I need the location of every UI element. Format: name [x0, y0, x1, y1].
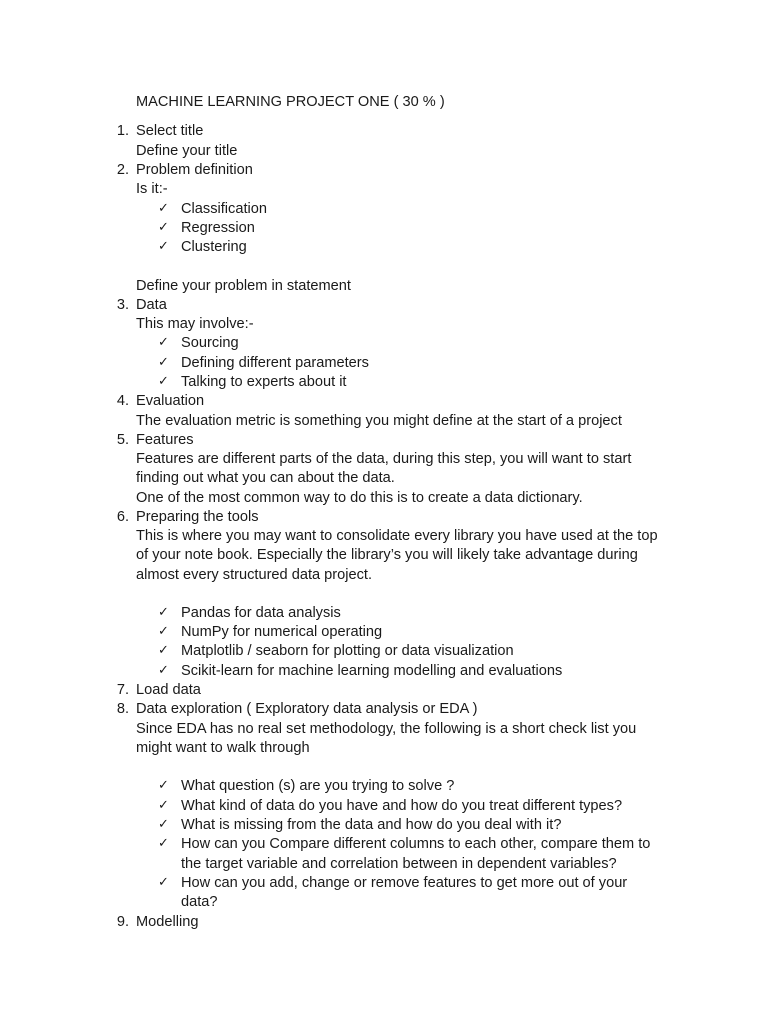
bullet-text: Defining different parameters — [181, 355, 369, 371]
paragraph-text: Features are different parts of the data, during this step, you will want to start — [136, 451, 632, 467]
checkmark-icon: ✓ — [158, 220, 169, 235]
paragraph-text: This is where you may want to consolidate every library you have used at the top — [136, 528, 658, 544]
section-heading: Preparing the tools — [136, 509, 259, 525]
checkmark-icon: ✓ — [158, 624, 169, 639]
bullet-text: the target variable and correlation between in dependent variables? — [181, 856, 617, 872]
bullet-text: How can you Compare different columns to each other, compare them to — [181, 836, 651, 852]
bullet-text: Scikit-learn for machine learning modelling and evaluations — [181, 663, 563, 679]
bullet-text: What is missing from the data and how do you deal with it? — [181, 817, 562, 833]
checkmark-icon: ✓ — [158, 605, 169, 620]
paragraph-text: One of the most common way to do this is to create a data dictionary. — [136, 490, 583, 506]
paragraph-text: The evaluation metric is something you might define at the start of a project — [136, 413, 622, 429]
section-number: 9. — [116, 914, 129, 930]
checkmark-icon: ✓ — [158, 335, 169, 350]
section-number: 4. — [116, 393, 129, 409]
section-number: 8. — [116, 701, 129, 717]
checkmark-icon: ✓ — [158, 663, 169, 678]
checkmark-icon: ✓ — [158, 374, 169, 389]
section-number: 1. — [116, 123, 129, 139]
checkmark-icon: ✓ — [158, 239, 169, 254]
paragraph-text: This may involve:- — [136, 316, 254, 332]
section-number: 6. — [116, 509, 129, 525]
bullet-text: Classification — [181, 201, 267, 217]
checkmark-icon: ✓ — [158, 643, 169, 658]
checkmark-icon: ✓ — [158, 836, 169, 851]
section-heading: Problem definition — [136, 162, 253, 178]
paragraph-text: Define your problem in statement — [136, 278, 351, 294]
checkmark-icon: ✓ — [158, 201, 169, 216]
section-number: 3. — [116, 297, 129, 313]
paragraph-text: Is it:- — [136, 181, 168, 197]
checkmark-icon: ✓ — [158, 355, 169, 370]
section-heading: Data — [136, 297, 167, 313]
checkmark-icon: ✓ — [158, 875, 169, 890]
section-number: 2. — [116, 162, 129, 178]
document-title: MACHINE LEARNING PROJECT ONE ( 30 % ) — [136, 94, 445, 110]
section-number: 5. — [116, 432, 129, 448]
bullet-text: Regression — [181, 220, 255, 236]
section-heading: Data exploration ( Exploratory data analysis or EDA ) — [136, 701, 478, 717]
checkmark-icon: ✓ — [158, 778, 169, 793]
paragraph-text: might want to walk through — [136, 740, 310, 756]
bullet-text: How can you add, change or remove features to get more out of your — [181, 875, 628, 891]
section-heading: Select title — [136, 123, 204, 139]
bullet-text: Sourcing — [181, 335, 239, 351]
checkmark-icon: ✓ — [158, 817, 169, 832]
bullet-text: NumPy for numerical operating — [181, 624, 383, 640]
paragraph-text: Define your title — [136, 143, 238, 159]
paragraph-text: almost every structured data project. — [136, 567, 373, 583]
bullet-text: data? — [181, 894, 218, 910]
paragraph-text: of your note book. Especially the library’s you will likely take advantage during — [136, 547, 638, 563]
paragraph-text: Since EDA has no real set methodology, the following is a short check list you — [136, 721, 637, 737]
section-number: 7. — [116, 682, 129, 698]
section-heading: Modelling — [136, 914, 199, 930]
bullet-text: Pandas for data analysis — [181, 605, 341, 621]
bullet-text: What kind of data do you have and how do you treat different types? — [181, 798, 623, 814]
checkmark-icon: ✓ — [158, 798, 169, 813]
bullet-text: Matplotlib / seaborn for plotting or data visualization — [181, 643, 514, 659]
paragraph-text: finding out what you can about the data. — [136, 470, 395, 486]
section-heading: Evaluation — [136, 393, 205, 409]
bullet-text: Talking to experts about it — [181, 374, 347, 390]
bullet-text: What question (s) are you trying to solve ? — [181, 778, 455, 794]
section-heading: Features — [136, 432, 194, 448]
bullet-text: Clustering — [181, 239, 247, 255]
section-heading: Load data — [136, 682, 201, 698]
